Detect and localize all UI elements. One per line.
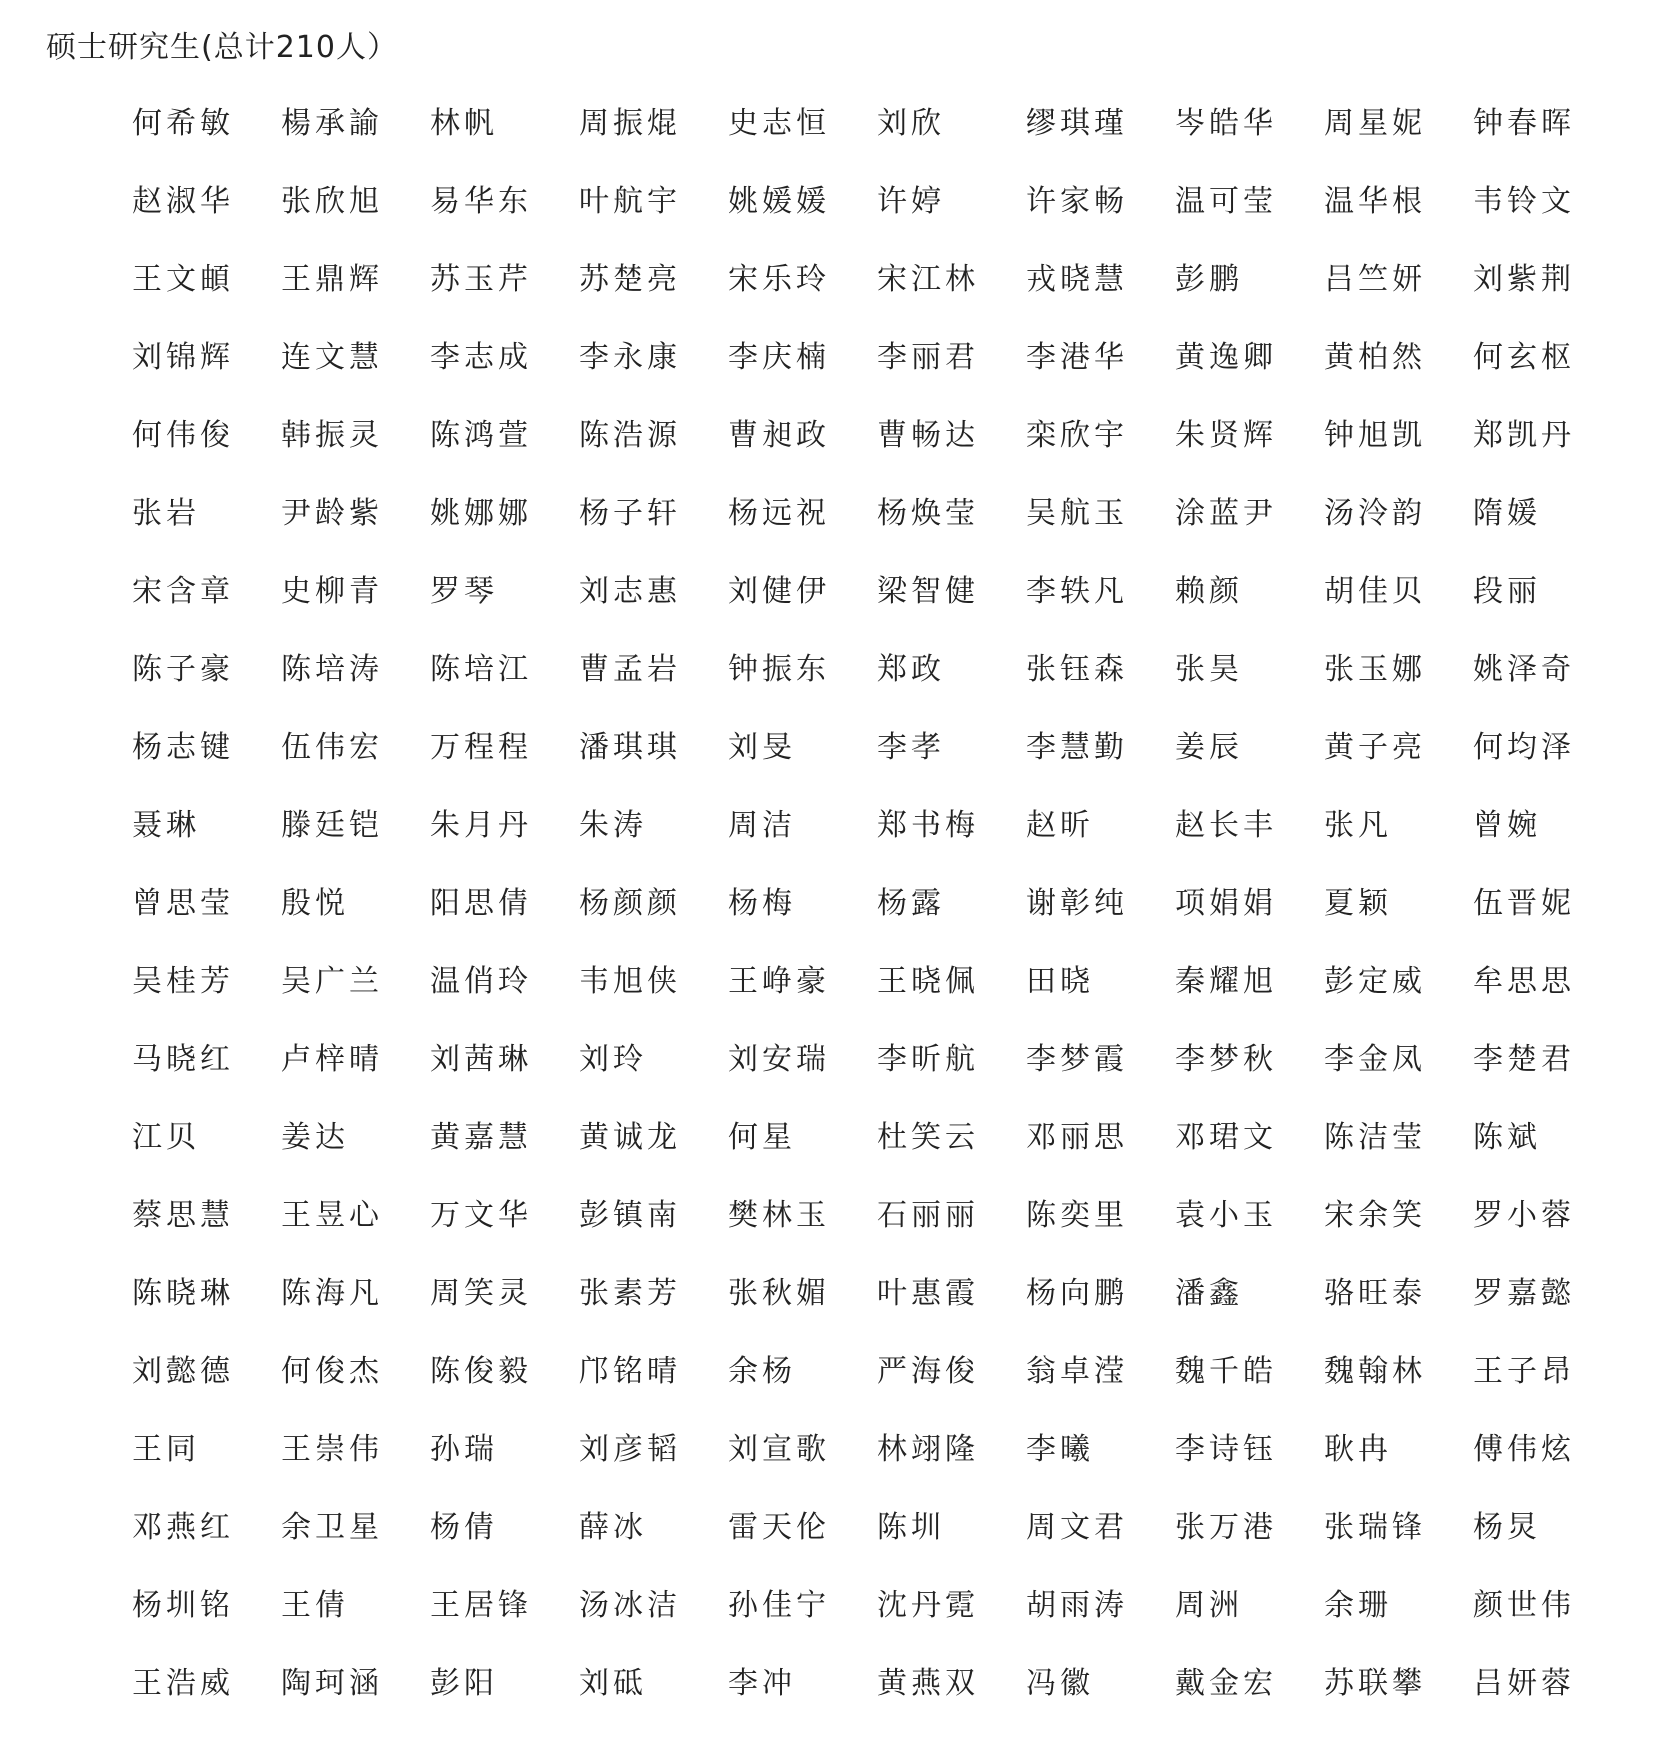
student-name: 黄燕双 bbox=[877, 1666, 979, 1701]
student-name: 王居锋 bbox=[430, 1588, 532, 1623]
student-name: 姚泽奇 bbox=[1473, 652, 1575, 687]
student-name: 李轶凡 bbox=[1026, 574, 1128, 609]
student-name: 刘安瑞 bbox=[728, 1042, 830, 1077]
student-name: 周洁 bbox=[728, 808, 796, 843]
student-name: 韦旭侠 bbox=[579, 964, 681, 999]
student-name: 王晓佩 bbox=[877, 964, 979, 999]
student-name: 王昱心 bbox=[281, 1198, 383, 1233]
student-name: 周洲 bbox=[1175, 1588, 1243, 1623]
student-name: 史志恒 bbox=[728, 106, 830, 141]
student-name: 张秋媚 bbox=[728, 1276, 830, 1311]
student-name: 耿冉 bbox=[1324, 1432, 1392, 1467]
student-name: 刘懿德 bbox=[132, 1354, 234, 1389]
student-name: 王峥豪 bbox=[728, 964, 830, 999]
student-name: 牟思思 bbox=[1473, 964, 1575, 999]
student-name: 李诗钰 bbox=[1175, 1432, 1277, 1467]
student-name: 樊林玉 bbox=[728, 1198, 830, 1233]
student-name: 何希敏 bbox=[132, 106, 234, 141]
student-name: 陈斌 bbox=[1473, 1120, 1541, 1155]
student-name: 曹昶政 bbox=[728, 418, 830, 453]
student-name: 李庆楠 bbox=[728, 340, 830, 375]
student-name: 夏颖 bbox=[1324, 886, 1392, 921]
student-name: 田晓 bbox=[1026, 964, 1094, 999]
student-name: 易华东 bbox=[430, 184, 532, 219]
student-name: 彭阳 bbox=[430, 1666, 498, 1701]
student-name: 梁智健 bbox=[877, 574, 979, 609]
student-name: 余卫星 bbox=[281, 1510, 383, 1545]
student-name: 何均泽 bbox=[1473, 730, 1575, 765]
student-name: 马晓红 bbox=[132, 1042, 234, 1077]
student-name: 杨倩 bbox=[430, 1510, 498, 1545]
student-name: 钟旭凯 bbox=[1324, 418, 1426, 453]
student-name: 杨颜颜 bbox=[579, 886, 681, 921]
student-name: 周文君 bbox=[1026, 1510, 1128, 1545]
student-name: 伍伟宏 bbox=[281, 730, 383, 765]
student-name: 林翊隆 bbox=[877, 1432, 979, 1467]
student-name: 戎晓慧 bbox=[1026, 262, 1128, 297]
student-name: 陈奕里 bbox=[1026, 1198, 1128, 1233]
student-name: 吕妍蓉 bbox=[1473, 1666, 1575, 1701]
student-name: 魏千皓 bbox=[1175, 1354, 1277, 1389]
student-name: 石丽丽 bbox=[877, 1198, 979, 1233]
student-name: 彭定威 bbox=[1324, 964, 1426, 999]
student-name: 邓燕红 bbox=[132, 1510, 234, 1545]
student-name: 楊承諭 bbox=[281, 106, 383, 141]
student-name: 赵淑华 bbox=[132, 184, 234, 219]
student-name: 翁卓滢 bbox=[1026, 1354, 1128, 1389]
student-name: 刘志惠 bbox=[579, 574, 681, 609]
student-name: 罗小蓉 bbox=[1473, 1198, 1575, 1233]
student-name: 杜笑云 bbox=[877, 1120, 979, 1155]
student-name: 曹畅达 bbox=[877, 418, 979, 453]
student-name: 王崇伟 bbox=[281, 1432, 383, 1467]
student-name: 李丽君 bbox=[877, 340, 979, 375]
student-name: 陈鸿萱 bbox=[430, 418, 532, 453]
student-name: 岑皓华 bbox=[1175, 106, 1277, 141]
student-name: 刘宣歌 bbox=[728, 1432, 830, 1467]
student-name: 戴金宏 bbox=[1175, 1666, 1277, 1701]
student-name: 王同 bbox=[132, 1432, 200, 1467]
student-name: 隋媛 bbox=[1473, 496, 1541, 531]
student-name: 傅伟炫 bbox=[1473, 1432, 1575, 1467]
student-name: 叶航宇 bbox=[579, 184, 681, 219]
student-name: 郑书梅 bbox=[877, 808, 979, 843]
student-name: 杨子轩 bbox=[579, 496, 681, 531]
student-name: 郑政 bbox=[877, 652, 945, 687]
student-name: 黄诚龙 bbox=[579, 1120, 681, 1155]
student-name: 陈培涛 bbox=[281, 652, 383, 687]
student-name: 张凡 bbox=[1324, 808, 1392, 843]
student-name: 刘玲 bbox=[579, 1042, 647, 1077]
student-name: 李曦 bbox=[1026, 1432, 1094, 1467]
student-name: 李冲 bbox=[728, 1666, 796, 1701]
student-name: 何伟俊 bbox=[132, 418, 234, 453]
student-name: 潘琪琪 bbox=[579, 730, 681, 765]
student-name: 赵昕 bbox=[1026, 808, 1094, 843]
student-name: 吴航玉 bbox=[1026, 496, 1128, 531]
student-name: 刘砥 bbox=[579, 1666, 647, 1701]
student-name: 胡佳贝 bbox=[1324, 574, 1426, 609]
student-name: 李金凤 bbox=[1324, 1042, 1426, 1077]
student-name: 彭镇南 bbox=[579, 1198, 681, 1233]
student-name: 李梦秋 bbox=[1175, 1042, 1277, 1077]
student-name: 张瑞锋 bbox=[1324, 1510, 1426, 1545]
student-name: 姚娜娜 bbox=[430, 496, 532, 531]
student-name: 曾婉 bbox=[1473, 808, 1541, 843]
student-name: 李慧勤 bbox=[1026, 730, 1128, 765]
student-name: 涂蓝尹 bbox=[1175, 496, 1277, 531]
student-name: 潘鑫 bbox=[1175, 1276, 1243, 1311]
student-name: 余杨 bbox=[728, 1354, 796, 1389]
student-name: 杨志键 bbox=[132, 730, 234, 765]
student-name: 汤泠韵 bbox=[1324, 496, 1426, 531]
name-list bbox=[132, 102, 1632, 1740]
student-name: 黄柏然 bbox=[1324, 340, 1426, 375]
student-name: 万文华 bbox=[430, 1198, 532, 1233]
student-name: 温可莹 bbox=[1175, 184, 1277, 219]
student-name: 姜达 bbox=[281, 1120, 349, 1155]
student-name: 王文頔 bbox=[132, 262, 234, 297]
student-name: 张岩 bbox=[132, 496, 200, 531]
student-name: 张钰森 bbox=[1026, 652, 1128, 687]
student-name: 冯徽 bbox=[1026, 1666, 1094, 1701]
student-name: 许婷 bbox=[877, 184, 945, 219]
student-name: 吴桂芳 bbox=[132, 964, 234, 999]
student-name: 江贝 bbox=[132, 1120, 200, 1155]
student-name: 苏玉芹 bbox=[430, 262, 532, 297]
student-name: 滕廷铠 bbox=[281, 808, 383, 843]
student-name: 钟振东 bbox=[728, 652, 830, 687]
student-name: 李孝 bbox=[877, 730, 945, 765]
student-name: 陈培江 bbox=[430, 652, 532, 687]
student-name: 刘健伊 bbox=[728, 574, 830, 609]
student-name: 姜辰 bbox=[1175, 730, 1243, 765]
student-name: 汤冰洁 bbox=[579, 1588, 681, 1623]
student-name: 刘茜琳 bbox=[430, 1042, 532, 1077]
student-name: 缪琪瑾 bbox=[1026, 106, 1128, 141]
student-name: 林帆 bbox=[430, 106, 498, 141]
student-name: 陈俊毅 bbox=[430, 1354, 532, 1389]
student-name: 宋江林 bbox=[877, 262, 979, 297]
student-name: 宋余笑 bbox=[1324, 1198, 1426, 1233]
student-name: 刘旻 bbox=[728, 730, 796, 765]
student-name: 苏楚亮 bbox=[579, 262, 681, 297]
student-name: 黄逸卿 bbox=[1175, 340, 1277, 375]
student-name: 钟春晖 bbox=[1473, 106, 1575, 141]
student-name: 韦铃文 bbox=[1473, 184, 1575, 219]
student-name: 邓珺文 bbox=[1175, 1120, 1277, 1155]
student-name: 袁小玉 bbox=[1175, 1198, 1277, 1233]
student-name: 杨远祝 bbox=[728, 496, 830, 531]
student-name: 宋乐玲 bbox=[728, 262, 830, 297]
student-name: 秦耀旭 bbox=[1175, 964, 1277, 999]
student-name: 陈晓琳 bbox=[132, 1276, 234, 1311]
student-name: 邝铭晴 bbox=[579, 1354, 681, 1389]
student-name: 张万港 bbox=[1175, 1510, 1277, 1545]
student-name: 温华根 bbox=[1324, 184, 1426, 219]
student-name: 郑凯丹 bbox=[1473, 418, 1575, 453]
student-name: 许家畅 bbox=[1026, 184, 1128, 219]
student-name: 沈丹霓 bbox=[877, 1588, 979, 1623]
student-name: 项娟娟 bbox=[1175, 886, 1277, 921]
student-name: 王浩威 bbox=[132, 1666, 234, 1701]
student-name: 余珊 bbox=[1324, 1588, 1392, 1623]
student-name: 苏联攀 bbox=[1324, 1666, 1426, 1701]
student-name: 聂琳 bbox=[132, 808, 200, 843]
student-name: 薛冰 bbox=[579, 1510, 647, 1545]
student-name: 朱月丹 bbox=[430, 808, 532, 843]
student-name: 何玄枢 bbox=[1473, 340, 1575, 375]
student-name: 陈浩源 bbox=[579, 418, 681, 453]
student-name: 杨焕莹 bbox=[877, 496, 979, 531]
student-name: 杨梅 bbox=[728, 886, 796, 921]
student-name: 周笑灵 bbox=[430, 1276, 532, 1311]
student-name: 周星妮 bbox=[1324, 106, 1426, 141]
student-name: 叶惠霞 bbox=[877, 1276, 979, 1311]
student-name: 刘欣 bbox=[877, 106, 945, 141]
student-name: 史柳青 bbox=[281, 574, 383, 609]
student-name: 杨露 bbox=[877, 886, 945, 921]
student-name: 赖颜 bbox=[1175, 574, 1243, 609]
student-name: 刘锦辉 bbox=[132, 340, 234, 375]
student-name: 栾欣宇 bbox=[1026, 418, 1128, 453]
student-name: 姚媛媛 bbox=[728, 184, 830, 219]
student-name: 杨炅 bbox=[1473, 1510, 1541, 1545]
student-name: 李永康 bbox=[579, 340, 681, 375]
student-name: 罗嘉懿 bbox=[1473, 1276, 1575, 1311]
student-name: 陈洁莹 bbox=[1324, 1120, 1426, 1155]
student-name: 尹龄紫 bbox=[281, 496, 383, 531]
student-name: 何星 bbox=[728, 1120, 796, 1155]
student-name: 朱涛 bbox=[579, 808, 647, 843]
student-name: 宋含章 bbox=[132, 574, 234, 609]
student-name: 李梦霞 bbox=[1026, 1042, 1128, 1077]
student-name: 王鼎辉 bbox=[281, 262, 383, 297]
student-name: 胡雨涛 bbox=[1026, 1588, 1128, 1623]
student-name: 李昕航 bbox=[877, 1042, 979, 1077]
student-name: 曾思莹 bbox=[132, 886, 234, 921]
student-name: 谢彰纯 bbox=[1026, 886, 1128, 921]
student-name: 严海俊 bbox=[877, 1354, 979, 1389]
student-name: 阳思倩 bbox=[430, 886, 532, 921]
student-name: 陶珂涵 bbox=[281, 1666, 383, 1701]
student-name: 孙瑞 bbox=[430, 1432, 498, 1467]
student-name: 李港华 bbox=[1026, 340, 1128, 375]
student-name: 刘紫荆 bbox=[1473, 262, 1575, 297]
student-name: 陈海凡 bbox=[281, 1276, 383, 1311]
student-name: 赵长丰 bbox=[1175, 808, 1277, 843]
student-name: 蔡思慧 bbox=[132, 1198, 234, 1233]
student-name: 李楚君 bbox=[1473, 1042, 1575, 1077]
student-name: 万程程 bbox=[430, 730, 532, 765]
student-name: 王倩 bbox=[281, 1588, 349, 1623]
student-name: 邓丽思 bbox=[1026, 1120, 1128, 1155]
student-name: 张欣旭 bbox=[281, 184, 383, 219]
student-name: 罗琴 bbox=[430, 574, 498, 609]
student-name: 黄子亮 bbox=[1324, 730, 1426, 765]
student-name: 张玉娜 bbox=[1324, 652, 1426, 687]
student-name: 何俊杰 bbox=[281, 1354, 383, 1389]
student-name: 吕竺妍 bbox=[1324, 262, 1426, 297]
student-name: 刘彦韬 bbox=[579, 1432, 681, 1467]
student-name: 张素芳 bbox=[579, 1276, 681, 1311]
student-name: 颜世伟 bbox=[1473, 1588, 1575, 1623]
student-name: 吴广兰 bbox=[281, 964, 383, 999]
student-name: 李志成 bbox=[430, 340, 532, 375]
student-name: 周振焜 bbox=[579, 106, 681, 141]
student-name: 曹孟岩 bbox=[579, 652, 681, 687]
student-name: 陈子豪 bbox=[132, 652, 234, 687]
student-name: 韩振灵 bbox=[281, 418, 383, 453]
student-name: 温俏玲 bbox=[430, 964, 532, 999]
student-name: 张昊 bbox=[1175, 652, 1243, 687]
student-name: 黄嘉慧 bbox=[430, 1120, 532, 1155]
student-name: 殷悦 bbox=[281, 886, 349, 921]
student-name: 孙佳宁 bbox=[728, 1588, 830, 1623]
student-name: 彭鹏 bbox=[1175, 262, 1243, 297]
student-name: 雷天伦 bbox=[728, 1510, 830, 1545]
student-name: 连文慧 bbox=[281, 340, 383, 375]
student-name: 卢梓晴 bbox=[281, 1042, 383, 1077]
student-name: 朱贤辉 bbox=[1175, 418, 1277, 453]
student-name: 王子昂 bbox=[1473, 1354, 1575, 1389]
student-name: 陈圳 bbox=[877, 1510, 945, 1545]
student-name: 伍晋妮 bbox=[1473, 886, 1575, 921]
section-heading: 硕士研究生(总计210人） bbox=[46, 30, 398, 65]
student-name: 杨向鹏 bbox=[1026, 1276, 1128, 1311]
student-name: 骆旺泰 bbox=[1324, 1276, 1426, 1311]
student-name: 杨圳铭 bbox=[132, 1588, 234, 1623]
student-name: 段丽 bbox=[1473, 574, 1541, 609]
student-name: 魏翰林 bbox=[1324, 1354, 1426, 1389]
